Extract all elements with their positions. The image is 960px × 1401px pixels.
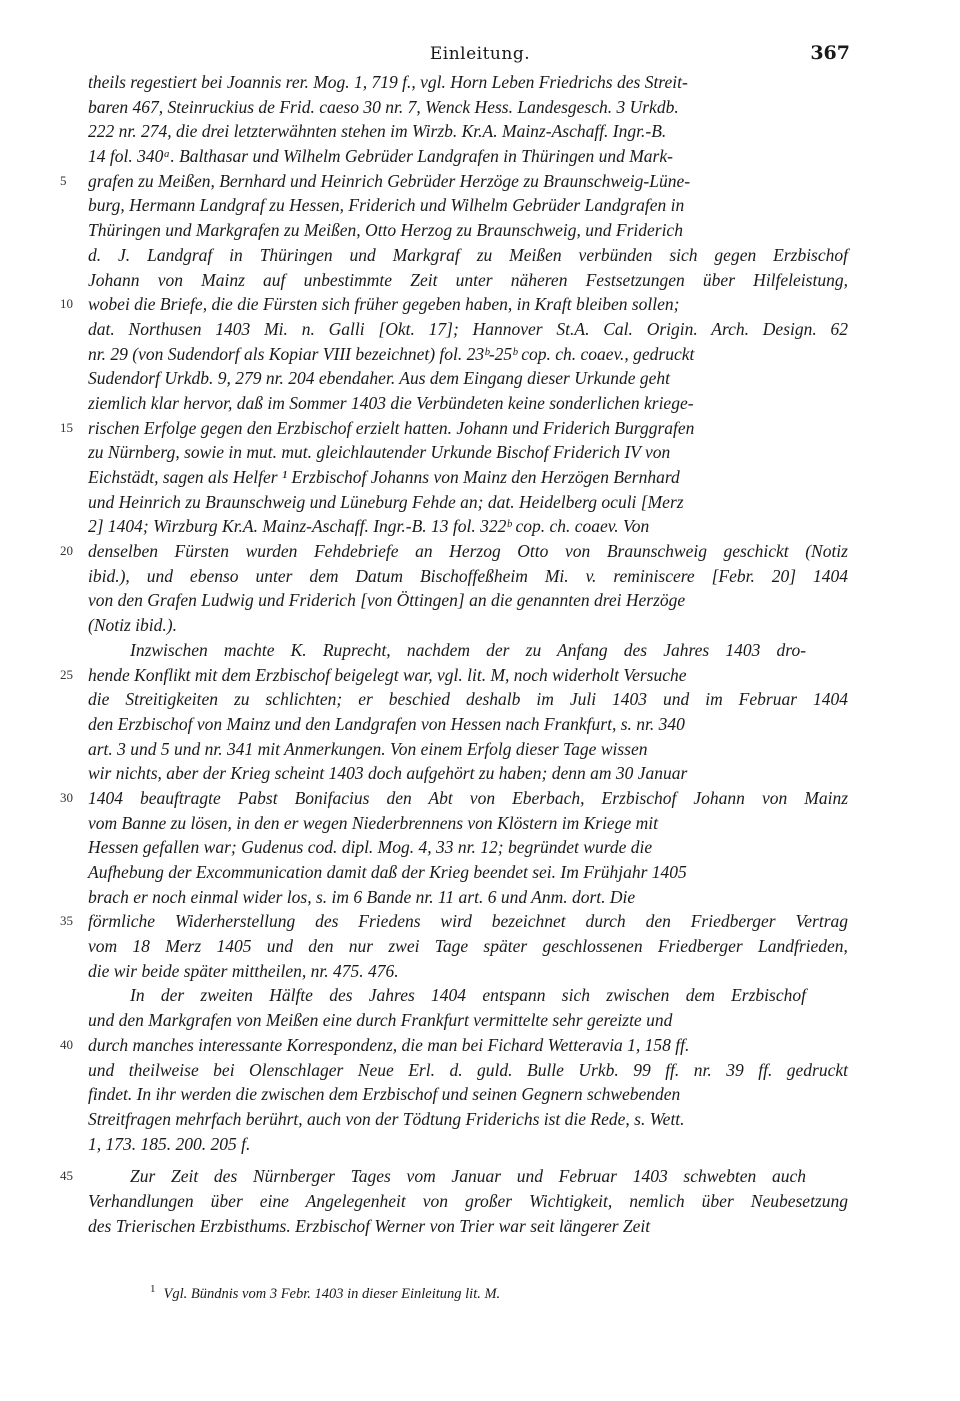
text-line — [88, 95, 848, 120]
text-line — [88, 514, 848, 539]
text-line — [88, 835, 848, 860]
line-text: den Erzbischof von Mainz und den Landgrafen von Hessen nach Frankfurt, s. nr. 340 — [88, 713, 685, 734]
text-line — [88, 70, 848, 95]
text-line — [88, 119, 848, 144]
page-number: 367 — [810, 42, 850, 64]
line-text: baren 467, Steinruckius de Frid. caeso 30 nr. 7, Wenck Hess. Landesgesch. 3 Urkdb. — [88, 96, 679, 117]
line-text: In der zweiten Hälfte des Jahres 1404 entspann sich zwischen dem Erzbischof — [130, 985, 806, 1006]
text-line — [88, 1107, 848, 1132]
text-line — [88, 613, 848, 638]
line-text: grafen zu Meißen, Bernhard und Heinrich Gebrüder Herzöge zu Braunschweig-Lüne- — [88, 170, 691, 191]
text-line — [88, 638, 848, 663]
line-text: und den Markgrafen von Meißen eine durch Frankfurt vermittelte sehr gereizte und — [88, 1010, 673, 1031]
line-text: ibid.), und ebenso unter dem Datum Bischoffeßheim Mi. v. reminiscere [Febr. 20] 1404 — [88, 565, 849, 586]
text-line — [88, 761, 848, 786]
text-line — [88, 1214, 848, 1239]
line-text: Streitfragen mehrfach berührt, auch von der Tödtung Friderichs ist die Rede, s. Wett. — [88, 1108, 685, 1129]
text-line — [60, 909, 849, 934]
text-line — [88, 811, 848, 836]
text-line — [88, 959, 848, 984]
line-text: findet. In ihr werden die zwischen dem Erzbischof und seinen Gegnern schwebenden — [88, 1084, 681, 1105]
line-text: Hessen gefallen war; Gudenus cod. dipl. Mog. 4, 33 nr. 12; begründet wurde die — [88, 837, 653, 858]
line-text: Johann von Mainz auf unbestimmte Zeit unter näheren Festsetzungen über Hilfeleistung, — [88, 269, 848, 290]
footnote-mark: 1 — [150, 1283, 156, 1295]
line-text: Verhandlungen über eine Angelegenheit von großer Wichtigkeit, nemlich über Neubesetzung — [88, 1190, 848, 1211]
line-text: die wir beide später mittheilen, nr. 475. 476. — [88, 960, 399, 981]
line-text: 2] 1404; Wirzburg Kr.A. Mainz-Aschaff. Ingr.-B. 13 fol. 322ᵇ cop. ch. coaev. Von — [88, 516, 650, 537]
line-text: 1404 beauftragte Pabst Bonifacius den Abt von Eberbach, Erzbischof Johann von Mainz — [88, 787, 848, 808]
line-text: Aufhebung der Excommunication damit daß der Krieg beendet sei. Im Frühjahr 1405 — [88, 862, 687, 882]
line-text: Zur Zeit des Nürnberger Tages vom Januar und Februar 1403 schwebten auch — [130, 1166, 807, 1187]
text-line — [88, 440, 848, 465]
text-line — [88, 193, 848, 218]
line-text: d. J. Landgraf in Thüringen und Markgraf zu Meißen verbünden sich gegen Erzbischof — [88, 244, 848, 265]
line-text: 14 fol. 340ᵃ. Balthasar und Wilhelm Gebrüder Landgrafen in Thüringen und Mark- — [88, 146, 673, 167]
line-number: 30 — [60, 789, 73, 805]
text-line — [88, 317, 848, 342]
line-text: durch manches interessante Korrespondenz, die man bei Fichard Wetteravia 1, 158 ff. — [88, 1034, 690, 1055]
line-text: vom 18 Merz 1405 und den nur zwei Tage später geschlossenen Friedberger Landfrieden, — [88, 936, 848, 957]
text-line — [88, 465, 848, 490]
line-text: Inzwischen machte K. Ruprecht, nachdem der zu Anfang des Jahres 1403 dro- — [130, 639, 807, 660]
line-text: burg, Hermann Landgraf zu Hessen, Friderich und Wilhelm Gebrüder Landgrafen in — [88, 195, 685, 216]
text-line — [88, 860, 848, 885]
text-line — [88, 391, 848, 416]
line-text: denselben Fürsten wurden Fehdebriefe an Herzog Otto von Braunschweig geschickt (Notiz — [88, 541, 848, 562]
text-line — [88, 737, 848, 762]
text-line — [60, 1164, 848, 1189]
text-line — [88, 712, 848, 737]
line-text: und Heinrich zu Braunschweig und Lüneburg Fehde an; dat. Heidelberg oculi [Merz — [88, 491, 684, 512]
text-line — [60, 416, 848, 441]
line-text: (Notiz ibid.). — [88, 615, 177, 636]
line-number: 25 — [60, 666, 73, 682]
text-line — [88, 268, 848, 293]
text-line — [60, 786, 848, 811]
line-text: theils regestiert bei Joannis rer. Mog. 1, 719 f., vgl. Horn Leben Friedrichs des Streit- — [88, 72, 688, 92]
text-line — [88, 564, 848, 589]
text-line — [60, 292, 848, 317]
line-text: und theilweise bei Olenschlager Neue Erl. d. guld. Bulle Urkb. 99 ff. nr. 39 ff. gedruckt — [88, 1059, 849, 1080]
text-line — [88, 983, 848, 1008]
line-text: zu Nürnberg, sowie in mut. mut. gleichlautender Urkunde Bischof Friderich IV von — [88, 442, 671, 463]
text-line — [88, 243, 848, 268]
text-line — [88, 144, 848, 169]
line-text: des Trierischen Erzbisthums. Erzbischof Werner von Trier war seit längerer Zeit — [88, 1215, 651, 1236]
text-line — [88, 490, 848, 515]
line-text: brach er noch einmal wider los, s. im 6 Bande nr. 11 art. 6 und Anm. dort. Die — [88, 886, 636, 907]
line-number: 40 — [60, 1036, 73, 1052]
running-header: Einleitung. — [429, 44, 531, 64]
line-text: rischen Erfolge gegen den Erzbischof erzielt hatten. Johann und Friderich Burggrafen — [88, 417, 695, 438]
line-text: 1, 173. 185. 200. 205 f. — [88, 1133, 251, 1154]
line-number: 35 — [60, 913, 73, 929]
line-number: 20 — [60, 543, 73, 559]
text-line — [60, 1033, 848, 1058]
line-number: 45 — [60, 1168, 73, 1184]
text-line — [88, 1189, 848, 1214]
line-text: Sudendorf Urkdb. 9, 279 nr. 204 ebendaher. Aus dem Eingang dieser Urkunde geht — [88, 368, 670, 389]
text-line — [88, 934, 848, 959]
line-text: ziemlich klar hervor, daß im Sommer 1403 die Verbündeten keine sonderlichen kriege- — [88, 392, 694, 413]
line-text: förmliche Widerherstellung des Friedens wird bezeichnet durch den Friedberger Vertrag — [88, 911, 849, 932]
line-text: wobei die Briefe, die die Fürsten sich früher gegeben haben, in Kraft bleiben sollen; — [88, 294, 680, 315]
line-text: art. 3 und 5 und nr. 341 mit Anmerkungen. Von einem Erfolg dieser Tage wissen — [88, 738, 648, 759]
line-text: hende Konflikt mit dem Erzbischof beigelegt war, vgl. lit. M, noch widerholt Versuche — [88, 664, 687, 685]
text-line — [60, 539, 848, 564]
line-number: 10 — [60, 296, 73, 312]
line-text: Thüringen und Markgrafen zu Meißen, Otto Herzog zu Braunschweig, und Friderich — [88, 220, 683, 241]
text-line — [88, 588, 848, 613]
text-line — [88, 218, 848, 243]
line-text: von den Grafen Ludwig und Friderich [von Öttingen] an die genannten drei Herzöge — [88, 590, 686, 611]
footnote-text: Vgl. Bündnis vom 3 Febr. 1403 in dieser Einleitung lit. M. — [163, 1285, 501, 1302]
line-text: wir nichts, aber der Krieg scheint 1403 doch aufgehört zu haben; denn am 30 Januar — [88, 763, 688, 784]
line-text: dat. Northusen 1403 Mi. n. Galli [Okt. 17]; Hannover St.A. Cal. Origin. Arch. Design. 62 — [88, 318, 849, 339]
text-line — [88, 1058, 848, 1083]
line-text: vom Banne zu lösen, in den er wegen Niederbrennens von Klöstern im Kriege mit — [88, 812, 658, 833]
text-line — [88, 1008, 848, 1033]
text-line — [88, 687, 848, 712]
line-text: Eichstädt, sagen als Helfer ¹ Erzbischof Johanns von Mainz den Herzögen Bernhard — [88, 467, 680, 487]
line-text: die Streitigkeiten zu schlichten; er beschied deshalb im Juli 1403 und im Februar 1404 — [88, 689, 848, 710]
footnote — [150, 1283, 500, 1303]
line-text: nr. 29 (von Sudendorf als Kopiar VIII bezeichnet) fol. 23ᵇ-25ᵇ cop. ch. coaev., gedruckt — [88, 343, 695, 364]
line-text: 222 nr. 274, die drei letzterwähnten stehen im Wirzb. Kr.A. Mainz-Aschaff. Ingr.-B. — [88, 121, 667, 142]
text-line — [60, 663, 848, 688]
line-number: 5 — [60, 172, 67, 188]
body-text — [60, 70, 849, 1238]
text-line — [60, 169, 848, 194]
line-number: 15 — [60, 419, 73, 435]
text-line — [88, 1132, 848, 1157]
text-line — [88, 366, 848, 391]
text-line — [88, 342, 848, 367]
text-line — [88, 1082, 848, 1107]
text-line — [88, 885, 848, 910]
